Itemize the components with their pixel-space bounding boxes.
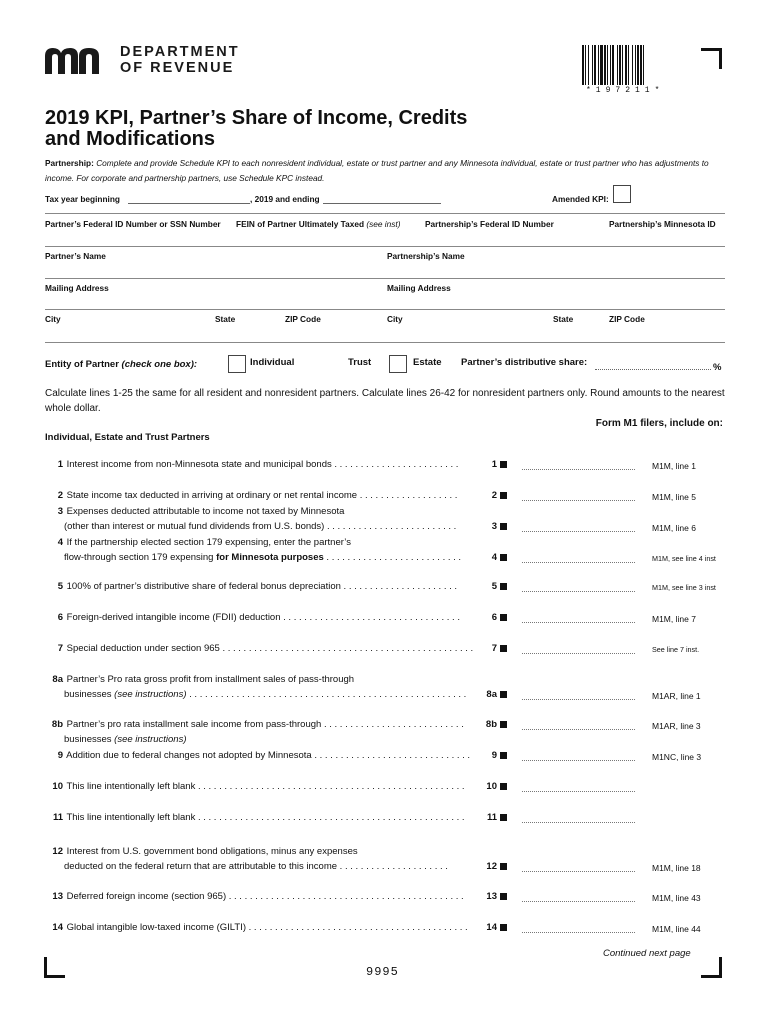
line-9-amount-input[interactable] (522, 760, 635, 761)
title-line-1: 2019 KPI, Partner’s Share of Income, Credits (45, 107, 468, 129)
form-title (45, 108, 545, 150)
line-14-m1-reference: M1M, line 44 (652, 924, 701, 934)
fein-partner-label (236, 219, 400, 229)
line-2-amount-input[interactable] (522, 500, 635, 501)
line-6-m1-reference: M1M, line 7 (652, 614, 696, 624)
line-description: Global intangible low-taxed income (GILTI) . . . . . . . . . . . . . . . . . . . . . . . . . . . . . . . . . . . . . . . . . . (64, 922, 468, 933)
fein-note: (see inst) (366, 219, 401, 229)
line-2-code: 2 (491, 490, 497, 501)
barcode-bar (604, 45, 606, 85)
distributive-share-input[interactable] (595, 369, 711, 370)
line-12-amount-input[interactable] (522, 871, 635, 872)
line-description-cont: businesses (64, 689, 112, 700)
section-title: Individual, Estate and Trust Partners (45, 432, 210, 443)
individual-label: Individual (250, 357, 295, 368)
line-8b-m1-reference: M1AR, line 3 (652, 721, 701, 731)
divider (45, 342, 725, 343)
line-number: 11 (52, 812, 63, 823)
line-1-marker (500, 461, 507, 468)
line-emphasis: (see instructions) (111, 689, 187, 700)
and-ending-label: , 2019 and ending (250, 194, 320, 204)
line-8b-amount-input[interactable] (522, 729, 635, 730)
calculation-note: Calculate lines 1-25 the same for all resident and nonresident partners. Calculate lines 26-42 for nonresident partners only. Round amounts to the nearest whole dollar. (45, 388, 725, 414)
tax-year-beginning-label: Tax year beginning (45, 194, 120, 204)
department-name (120, 44, 240, 76)
line-number: 12 (52, 846, 63, 857)
percent-sign: % (713, 362, 722, 373)
line-8a-code: 8a (486, 689, 497, 700)
line-2-m1-reference: M1M, line 5 (652, 492, 696, 502)
line-number: 13 (52, 891, 63, 902)
line-1-text (45, 457, 458, 472)
partner-name-label: Partner’s Name (45, 251, 106, 261)
barcode-bar (617, 45, 618, 85)
line-12-marker (500, 863, 507, 870)
continued-note: Continued next page (603, 948, 691, 959)
line-3-m1-reference: M1M, line 6 (652, 523, 696, 533)
line-5-amount-input[interactable] (522, 591, 635, 592)
line-4-code: 4 (491, 552, 497, 563)
partnership-state-label: State (553, 314, 574, 324)
partnership-address-label: Mailing Address (387, 283, 451, 293)
line-10-code: 10 (486, 781, 497, 792)
line-5-code: 5 (491, 581, 497, 592)
line-number: 5 (57, 581, 63, 592)
line-description: Interest from U.S. government bond obligations, minus any expenses (64, 846, 358, 857)
line-description: Addition due to federal changes not adopted by Minnesota . . . . . . . . . . . . . . . . . . . . . . . . . . . . . . (64, 750, 471, 761)
line-11-marker (500, 814, 507, 821)
fein-partner-text: FEIN of Partner Ultimately Taxed (236, 219, 365, 229)
barcode-number: *197211* (586, 86, 665, 95)
line-4-m1-reference: M1M, see line 4 inst (652, 554, 716, 563)
line-13-text (45, 889, 464, 904)
divider (45, 246, 725, 247)
barcode-bar (600, 45, 603, 85)
amended-checkbox[interactable] (613, 185, 631, 203)
line-14-code: 14 (486, 922, 497, 933)
line-4-marker (500, 554, 507, 561)
line-number: 9 (57, 750, 63, 761)
partner-id-label: Partner’s Federal ID Number or SSN Number (45, 219, 221, 229)
amended-label: Amended KPI: (552, 194, 609, 204)
line-emphasis: for Minnesota purposes (213, 552, 324, 563)
line-11-text (45, 810, 465, 825)
registration-mark-bottom-right (701, 957, 722, 978)
line-7-amount-input[interactable] (522, 653, 635, 654)
line-3-amount-input[interactable] (522, 531, 635, 532)
line-12-text-cont (64, 859, 448, 874)
line-1-m1-reference: M1M, line 1 (652, 461, 696, 471)
individual-checkbox[interactable] (228, 355, 246, 373)
line-description: This line intentionally left blank . . . . . . . . . . . . . . . . . . . . . . . . . . . . . . . . . . . . . . . . . . . . . . . . . . . (64, 812, 465, 823)
barcode-bar (628, 45, 629, 85)
line-8a-marker (500, 691, 507, 698)
line-7-code: 7 (491, 643, 497, 654)
intro-lead: Partnership: (45, 158, 94, 168)
barcode-bar (582, 45, 584, 85)
line-6-amount-input[interactable] (522, 622, 635, 623)
line-5-text (45, 579, 457, 594)
partner-city-label: City (45, 314, 61, 324)
page-code: 9995 (366, 965, 399, 979)
divider (45, 309, 725, 310)
line-12-m1-reference: M1M, line 18 (652, 863, 701, 873)
m1-filers-header: Form M1 filers, include on: (595, 418, 723, 429)
line-6-marker (500, 614, 507, 621)
line-5-m1-reference: M1M, see line 3 inst (652, 583, 716, 592)
line-7-marker (500, 645, 507, 652)
line-description: Special deduction under section 965 . . . . . . . . . . . . . . . . . . . . . . . . . . . . . . . . . . . . . . . . . . . . . . . . (64, 643, 474, 654)
estate-checkbox[interactable] (389, 355, 407, 373)
partner-address-label: Mailing Address (45, 283, 109, 293)
barcode-bar (594, 45, 596, 85)
line-number: 3 (57, 506, 63, 517)
line-13-marker (500, 893, 507, 900)
line-6-text (45, 610, 460, 625)
line-1-amount-input[interactable] (522, 469, 635, 470)
line-12-code: 12 (486, 861, 497, 872)
line-2-text (45, 488, 457, 503)
tax-year-beginning-input[interactable] (128, 203, 250, 204)
barcode-bar (637, 45, 639, 85)
line-3-text (45, 504, 344, 519)
line-8a-amount-input[interactable] (522, 699, 635, 700)
line-8b-text-cont (64, 732, 187, 747)
intro-text (45, 156, 735, 186)
partnership-name-label: Partnership’s Name (387, 251, 465, 261)
barcode-bar (619, 45, 621, 85)
intro-body: Complete and provide Schedule KPI to each nonresident individual, estate or trust partner and any Minnesota individual, estate or trust partner who has adjustments to income. For corporate and partnership partners, use Schedule KPC instead. (45, 158, 709, 183)
line-number: 8a (52, 674, 63, 685)
barcode-bar (632, 45, 633, 85)
line-8a-m1-reference: M1AR, line 1 (652, 691, 701, 701)
divider (45, 278, 725, 279)
line-number: 8b (51, 719, 63, 730)
line-description-cont: businesses (64, 734, 112, 745)
barcode-bar (598, 45, 599, 85)
line-8b-marker (500, 721, 507, 728)
line-description: State income tax deducted in arriving at ordinary or net rental income . . . . . . . . . . . . . . . . . . . (64, 490, 458, 501)
line-11-code: 11 (486, 812, 497, 823)
line-number: 1 (57, 459, 63, 470)
line-10-text (45, 779, 465, 794)
line-number: 4 (57, 537, 63, 548)
line-7-m1-reference: See line 7 inst. (652, 645, 700, 654)
barcode (578, 45, 678, 88)
registration-mark-bottom-left (44, 957, 65, 978)
barcode-bar (640, 45, 642, 85)
line-leader: . . . . . . . . . . . . . . . . . . . . . . . . . . . . . . . . . . . . . . . . . . . . . . . . . . . . . (186, 689, 467, 700)
partnership-id-label: Partnership’s Federal ID Number (425, 219, 554, 229)
partner-state-label: State (215, 314, 236, 324)
entity-label (45, 359, 197, 370)
minnesota-logo (45, 46, 111, 74)
line-13-amount-input[interactable] (522, 901, 635, 902)
line-9-code: 9 (491, 750, 497, 761)
barcode-bar (585, 45, 586, 85)
line-8b-code: 8b (485, 719, 497, 730)
line-7-text (45, 641, 473, 656)
dept-line-2: OF REVENUE (120, 60, 235, 76)
barcode-bar (625, 45, 627, 85)
partnership-mn-id-label: Partnership’s Minnesota ID (609, 219, 716, 229)
line-8b-text (45, 717, 464, 732)
line-description: Foreign-derived intangible income (FDII) deduction . . . . . . . . . . . . . . . . . . . . . . . . . . . . . . . . . . (64, 612, 460, 623)
line-description-cont: (other than interest or mutual fund dividends from U.S. bonds) . . . . . . . . . . . . . . . . . . . . . . . . . (64, 521, 457, 532)
line-10-amount-input[interactable] (522, 791, 635, 792)
trust-label: Trust (348, 357, 372, 368)
line-number: 10 (52, 781, 63, 792)
line-number: 14 (52, 922, 63, 933)
line-description: Expenses deducted attributable to income not taxed by Minnesota (64, 506, 345, 517)
dept-line-1: DEPARTMENT (120, 44, 240, 60)
line-description-cont: flow-through section 179 expensing (64, 552, 214, 563)
line-4-amount-input[interactable] (522, 562, 635, 563)
barcode-bar (592, 45, 593, 85)
barcode-bar (610, 45, 611, 85)
line-description: Partner’s Pro rata gross profit from installment sales of pass-through (64, 674, 355, 685)
line-13-m1-reference: M1M, line 43 (652, 893, 701, 903)
line-description: Interest income from non-Minnesota state and municipal bonds . . . . . . . . . . . . . . . . . . . . . . . . (64, 459, 459, 470)
line-4-text-cont (64, 550, 461, 565)
line-6-code: 6 (491, 612, 497, 623)
line-description: 100% of partner’s distributive share of federal bonus depreciation . . . . . . . . . . . . . . . . . . . . . . (64, 581, 458, 592)
line-5-marker (500, 583, 507, 590)
line-description: This line intentionally left blank . . . . . . . . . . . . . . . . . . . . . . . . . . . . . . . . . . . . . . . . . . . . . . . . . . . (64, 781, 465, 792)
line-8a-text (45, 672, 354, 687)
line-4-text (45, 535, 351, 550)
line-12-text (45, 844, 358, 859)
entity-hint: (check one box): (121, 359, 198, 370)
registration-mark-top-right (701, 48, 722, 69)
line-14-text (45, 920, 468, 935)
line-number: 6 (57, 612, 63, 623)
tax-year-ending-input[interactable] (323, 203, 441, 204)
line-9-m1-reference: M1NC, line 3 (652, 752, 702, 762)
line-3-marker (500, 523, 507, 530)
estate-label: Estate (413, 357, 442, 368)
line-description: If the partnership elected section 179 expensing, enter the partner’s (64, 537, 351, 548)
line-description: Deferred foreign income (section 965) . . . . . . . . . . . . . . . . . . . . . . . . . . . . . . . . . . . . . . . . . . . . . (64, 891, 464, 902)
line-emphasis: (see instructions) (111, 734, 187, 745)
line-13-code: 13 (486, 891, 497, 902)
barcode-bar (622, 45, 623, 85)
line-number: 7 (57, 643, 63, 654)
barcode-bar (612, 45, 614, 85)
barcode-bar (607, 45, 608, 85)
line-9-marker (500, 752, 507, 759)
line-2-marker (500, 492, 507, 499)
partner-zip-label: ZIP Code (285, 314, 321, 324)
line-description: Partner’s pro rata installment sale income from pass-through . . . . . . . . . . . . . . . . . . . . . . . . . . . (64, 719, 464, 730)
line-description-cont: deducted on the federal return that are attributable to this income . . . . . . . . . . . . . . . . . . . . . (64, 861, 448, 872)
line-3-text-cont (64, 519, 456, 534)
title-line-2: and Modifications (45, 128, 215, 150)
line-1-code: 1 (491, 459, 497, 470)
line-3-code: 3 (491, 521, 497, 532)
entity-label-text: Entity of Partner (45, 359, 119, 370)
barcode-bar (635, 45, 636, 85)
line-14-marker (500, 924, 507, 931)
partnership-zip-label: ZIP Code (609, 314, 645, 324)
line-number: 2 (57, 490, 63, 501)
barcode-bar (588, 45, 589, 85)
line-leader: . . . . . . . . . . . . . . . . . . . . . . . . . . (323, 552, 462, 563)
line-14-amount-input[interactable] (522, 932, 635, 933)
line-11-amount-input[interactable] (522, 822, 635, 823)
line-9-text (45, 748, 470, 763)
partnership-city-label: City (387, 314, 403, 324)
line-10-marker (500, 783, 507, 790)
divider (45, 213, 725, 214)
barcode-bar (643, 45, 644, 85)
line-8a-text-cont (64, 687, 466, 702)
distributive-share-label: Partner’s distributive share: (461, 357, 588, 368)
